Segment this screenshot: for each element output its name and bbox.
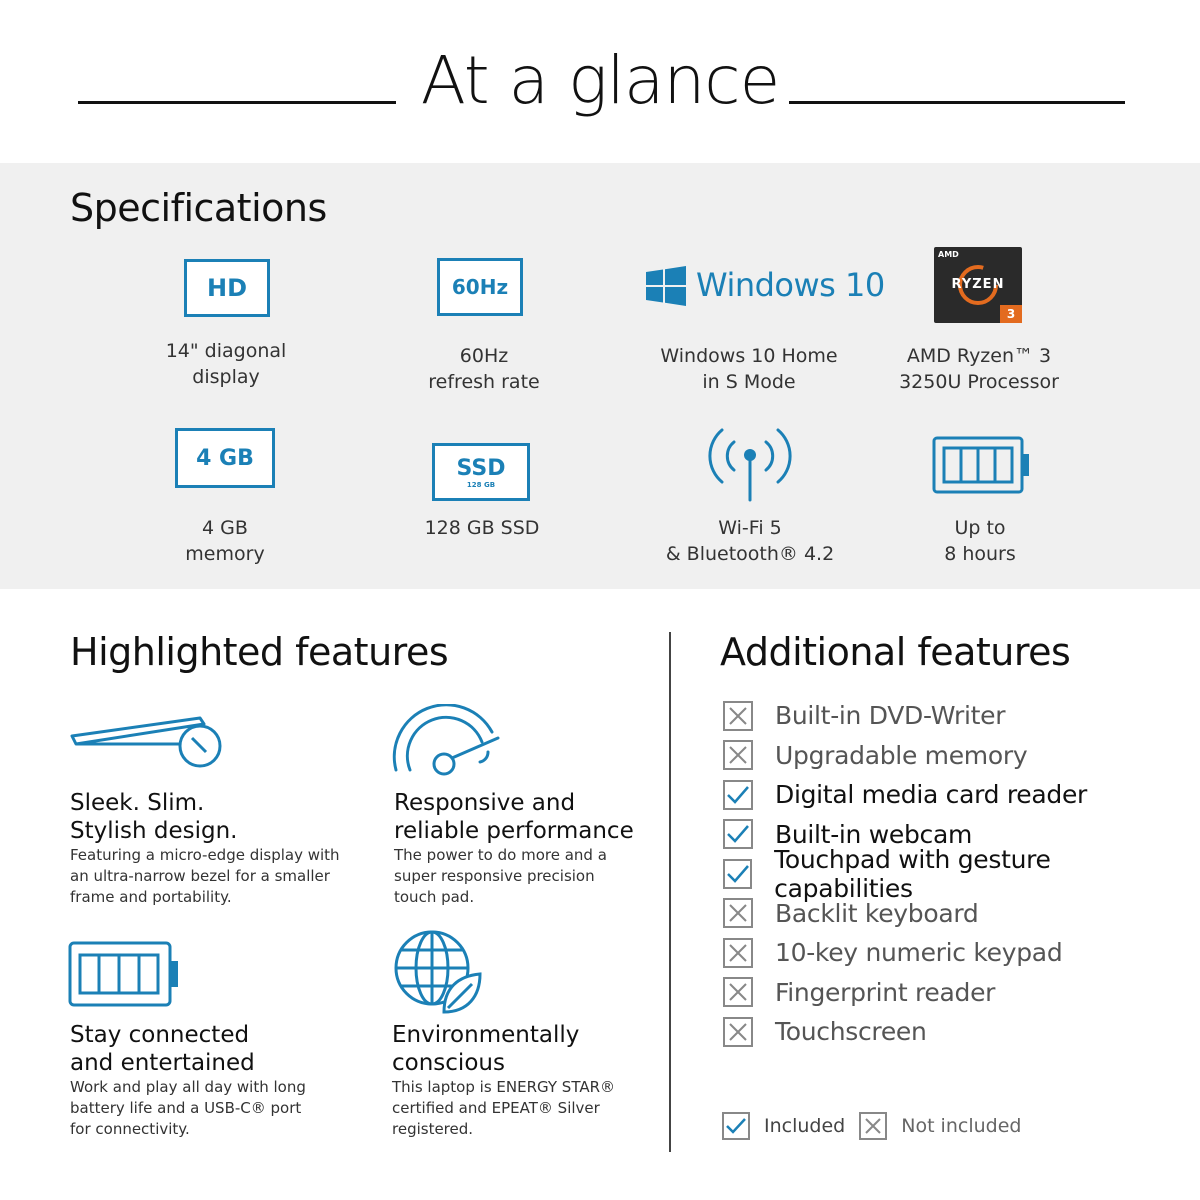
spec-display: 14" diagonal display (165, 340, 287, 388)
feature-list-item (723, 933, 1183, 973)
feature-list-item (723, 696, 1183, 736)
included-check-icon (723, 819, 753, 849)
spec-refresh-rate: 60Hz refresh rate (428, 345, 540, 393)
feature-connectivity: Stay connected and entertained Work and play all day with long battery life and a USB-C® port for connectivity. (70, 1022, 306, 1138)
spec-memory: 4 GB memory (185, 517, 265, 565)
legend (722, 1112, 1021, 1140)
wifi-antenna-icon (704, 420, 796, 502)
slim-laptop-icon (70, 714, 224, 772)
additional-features-list (723, 696, 1183, 1052)
feature-list-item (723, 844, 1183, 903)
feature-list-item (723, 736, 1183, 776)
spec-os: Windows 10 Home in S Mode (660, 345, 838, 393)
battery-icon (932, 436, 1032, 496)
not-included-x-icon (723, 740, 753, 770)
feature-design: Sleek. Slim. Stylish design. Featuring a micro-edge display with an ultra-narrow bezel for a smaller frame and portability. (70, 790, 340, 906)
not-included-x-icon (723, 701, 753, 731)
spec-wireless: Wi-Fi 5 & Bluetooth® 4.2 (665, 517, 835, 565)
feature-list-item (723, 1012, 1183, 1052)
title-rule-right (789, 101, 1125, 104)
spec-battery: Up to 8 hours (944, 517, 1016, 565)
feature-environment: Environmentally conscious This laptop is ENERGY STAR® certified and EPEAT® Silver registered. (392, 1022, 616, 1138)
specifications-heading: Specifications (70, 186, 327, 230)
feature-list-item-label: Digital media card reader (775, 780, 1088, 810)
legend-included-label: Included (764, 1115, 846, 1137)
feature-list-item-label: Backlit keyboard (775, 898, 979, 928)
included-check-icon (723, 780, 753, 810)
not-included-x-icon (859, 1112, 887, 1140)
globe-leaf-icon (392, 928, 484, 1016)
feature-performance: Responsive and reliable performance The power to do more and a super responsive precision touch pad. (394, 790, 634, 906)
section-divider (669, 632, 671, 1152)
not-included-x-icon (723, 938, 753, 968)
amd-ryzen-badge-icon: AMD RYZEN 3 (934, 247, 1022, 323)
feature-list-item-label: Built-in DVD-Writer (775, 701, 1006, 731)
highlighted-features-heading: Highlighted features (70, 630, 449, 674)
not-included-x-icon (723, 898, 753, 928)
windows-10-wordmark: Windows 10 (696, 266, 885, 304)
feature-list-item-label: Touchscreen (775, 1017, 927, 1047)
additional-features-heading: Additional features (720, 630, 1071, 674)
legend-not-included-label: Not included (901, 1115, 1022, 1137)
feature-list-item-label: Built-in webcam (775, 819, 973, 849)
windows-logo-icon (646, 266, 686, 306)
not-included-x-icon (723, 977, 753, 1007)
feature-list-item (723, 775, 1183, 815)
memory-icon: 4 GB (175, 428, 275, 488)
battery-life-icon (68, 941, 180, 1007)
included-check-icon (723, 859, 752, 889)
ssd-icon: SSD 128 GB (432, 443, 530, 501)
feature-list-item-label: Touchpad with gesture capabilities (774, 844, 1051, 903)
feature-list-item-label: Fingerprint reader (775, 977, 996, 1007)
feature-list-item (723, 973, 1183, 1013)
title-rule-left (78, 101, 396, 104)
feature-list-item-label: 10-key numeric keypad (775, 938, 1063, 968)
speedometer-icon (392, 704, 504, 780)
feature-list-item-label: Upgradable memory (775, 740, 1028, 770)
included-check-icon (722, 1112, 750, 1140)
refresh-rate-icon: 60Hz (437, 258, 523, 316)
spec-storage: 128 GB SSD (424, 517, 540, 539)
spec-processor: AMD Ryzen™ 3 3250U Processor (899, 345, 1059, 393)
page-title: At a glance (420, 42, 780, 119)
not-included-x-icon (723, 1017, 753, 1047)
hd-display-icon: HD (184, 259, 270, 317)
